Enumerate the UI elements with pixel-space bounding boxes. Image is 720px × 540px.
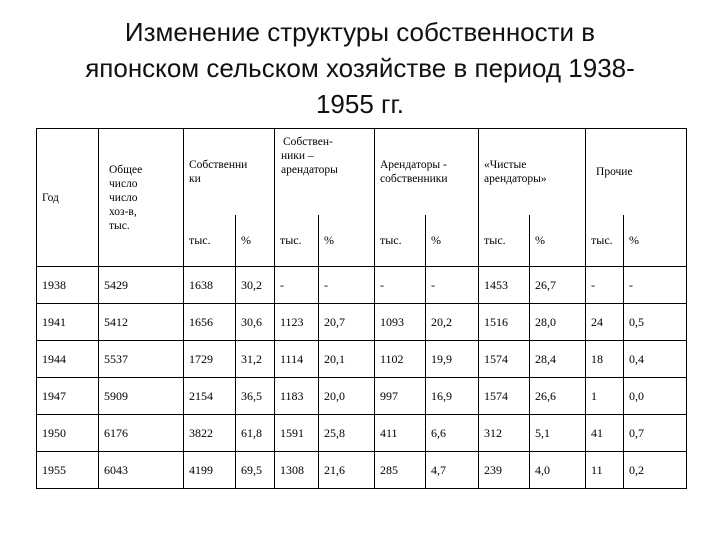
subheader-cell: % — [624, 215, 687, 267]
value-cell: 1574 — [479, 378, 530, 415]
header-other: Прочие — [586, 129, 687, 215]
value-cell: 1453 — [479, 267, 530, 304]
table-row — [37, 452, 687, 489]
value-cell: 31,2 — [236, 341, 275, 378]
table-row — [37, 267, 687, 304]
value-cell: 41 — [586, 415, 624, 452]
year-cell: 1950 — [37, 415, 99, 452]
header-tenant-owners: Арендаторы - собственники — [375, 129, 479, 215]
value-cell: 1123 — [275, 304, 319, 341]
header-pure-tenants: «Чистые арендаторы» — [479, 129, 586, 215]
value-cell: 4,7 — [426, 452, 479, 489]
value-cell: 21,6 — [319, 452, 375, 489]
subheader-cell: тыс. — [586, 215, 624, 267]
subheader-cell: % — [319, 215, 375, 267]
value-cell: 6,6 — [426, 415, 479, 452]
value-cell: 61,8 — [236, 415, 275, 452]
value-cell: 16,9 — [426, 378, 479, 415]
value-cell: 411 — [375, 415, 426, 452]
title-line-3: 1955 гг. — [315, 89, 405, 119]
title-line-1: Изменение структуры собственности в — [124, 17, 596, 47]
subheader-cell: тыс. — [275, 215, 319, 267]
value-cell: 11 — [586, 452, 624, 489]
value-cell: 18 — [586, 341, 624, 378]
value-cell: 19,9 — [426, 341, 479, 378]
value-cell: 5,1 — [530, 415, 586, 452]
value-cell: 1591 — [275, 415, 319, 452]
header-owner-tenants: Собствен- ники – арендаторы — [275, 129, 375, 215]
value-cell: 26,6 — [530, 378, 586, 415]
header-owners: Собственни ки — [184, 129, 275, 215]
value-cell: 5412 — [99, 304, 184, 341]
value-cell: 285 — [375, 452, 426, 489]
value-cell: 26,7 — [530, 267, 586, 304]
value-cell: 24 — [586, 304, 624, 341]
table-row — [37, 304, 687, 341]
header-row — [37, 129, 687, 215]
value-cell: 28,0 — [530, 304, 586, 341]
value-cell: 312 — [479, 415, 530, 452]
value-cell: 5429 — [99, 267, 184, 304]
value-cell: 30,2 — [236, 267, 275, 304]
value-cell: 0,7 — [624, 415, 687, 452]
value-cell: 0,0 — [624, 378, 687, 415]
table-row — [37, 378, 687, 415]
value-cell: - — [275, 267, 319, 304]
value-cell: 1516 — [479, 304, 530, 341]
value-cell: 239 — [479, 452, 530, 489]
value-cell: 4199 — [184, 452, 236, 489]
subheader-cell: % — [426, 215, 479, 267]
header-year: Год — [37, 129, 99, 267]
value-cell: 0,4 — [624, 341, 687, 378]
value-cell: 25,8 — [319, 415, 375, 452]
value-cell: 69,5 — [236, 452, 275, 489]
value-cell: 6043 — [99, 452, 184, 489]
value-cell: 4,0 — [530, 452, 586, 489]
value-cell: 997 — [375, 378, 426, 415]
value-cell: 20,7 — [319, 304, 375, 341]
value-cell: 5909 — [99, 378, 184, 415]
value-cell: 30,6 — [236, 304, 275, 341]
year-cell: 1947 — [37, 378, 99, 415]
slide-title — [40, 14, 680, 122]
subheader-cell: тыс. — [375, 215, 426, 267]
value-cell: - — [375, 267, 426, 304]
subheader-cell: % — [236, 215, 275, 267]
value-cell: 3822 — [184, 415, 236, 452]
ownership-structure-table — [36, 128, 687, 489]
year-cell: 1955 — [37, 452, 99, 489]
table-row — [37, 341, 687, 378]
value-cell: 1183 — [275, 378, 319, 415]
subheader-cell: % — [530, 215, 586, 267]
value-cell: 36,5 — [236, 378, 275, 415]
year-cell: 1938 — [37, 267, 99, 304]
value-cell: 20,0 — [319, 378, 375, 415]
value-cell: 1729 — [184, 341, 236, 378]
value-cell: - — [586, 267, 624, 304]
value-cell: 1093 — [375, 304, 426, 341]
value-cell: - — [624, 267, 687, 304]
value-cell: 1638 — [184, 267, 236, 304]
value-cell: 0,5 — [624, 304, 687, 341]
table-body — [37, 267, 687, 489]
title-line-2: японском сельском хозяйстве в период 1938- — [85, 53, 635, 83]
header-total-farms: Общее число число хоз-в, тыс. — [99, 129, 184, 267]
year-cell: 1941 — [37, 304, 99, 341]
value-cell: 1114 — [275, 341, 319, 378]
year-cell: 1944 — [37, 341, 99, 378]
value-cell: 6176 — [99, 415, 184, 452]
table-row — [37, 415, 687, 452]
value-cell: 20,2 — [426, 304, 479, 341]
value-cell: 0,2 — [624, 452, 687, 489]
value-cell: - — [426, 267, 479, 304]
value-cell: - — [319, 267, 375, 304]
value-cell: 5537 — [99, 341, 184, 378]
value-cell: 1308 — [275, 452, 319, 489]
value-cell: 20,1 — [319, 341, 375, 378]
value-cell: 1 — [586, 378, 624, 415]
value-cell: 2154 — [184, 378, 236, 415]
value-cell: 28,4 — [530, 341, 586, 378]
subheader-cell: тыс. — [479, 215, 530, 267]
value-cell: 1102 — [375, 341, 426, 378]
value-cell: 1656 — [184, 304, 236, 341]
value-cell: 1574 — [479, 341, 530, 378]
subheader-cell: тыс. — [184, 215, 236, 267]
